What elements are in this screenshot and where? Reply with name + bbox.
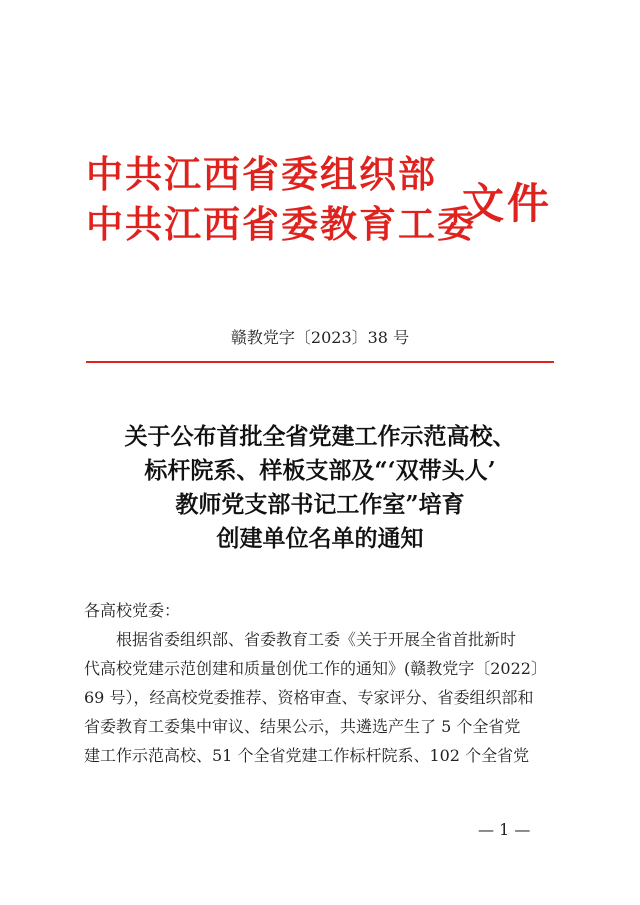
title-line-1: 关于公布首批全省党建工作示范高校、 [124, 423, 516, 450]
paragraph-line-4: 省委教育工委集中审议、结果公示，共遴选产生了 5 个全省党 [84, 717, 521, 736]
salutation: 各高校党委： [84, 601, 181, 620]
document-title [70, 420, 570, 556]
paragraph-line-3: 69 号），经高校党委推荐、资格审查、专家评分、省委组织部和 [84, 688, 534, 707]
document-body [84, 596, 560, 770]
document-number: 赣教党字〔2023〕38 号 [230, 328, 410, 347]
issuer-education-work-committee: 中共江西省委教育工委 [86, 202, 476, 246]
title-line-2: 标杆院系、样板支部及“‘双带头人’ [144, 457, 496, 484]
document-header [86, 150, 566, 260]
red-divider-line [86, 361, 554, 363]
paragraph-line-1: 根据省委组织部、省委教育工委《关于开展全省首批新时 [116, 630, 517, 649]
title-line-4: 创建单位名单的通知 [216, 525, 424, 552]
page-number: — 1 — [478, 820, 531, 839]
paragraph-line-5: 建工作示范高校、51 个全省党建工作标杆院系、102 个全省党 [84, 746, 530, 765]
title-line-3: 教师党支部书记工作室”培育 [175, 491, 465, 518]
paragraph-line-2: 代高校党建示范创建和质量创优工作的通知》(赣教党字〔2022〕 [84, 659, 547, 678]
issuer-organization-department: 中共江西省委组织部 [86, 152, 437, 196]
document-type-label: 文件 [462, 179, 553, 228]
